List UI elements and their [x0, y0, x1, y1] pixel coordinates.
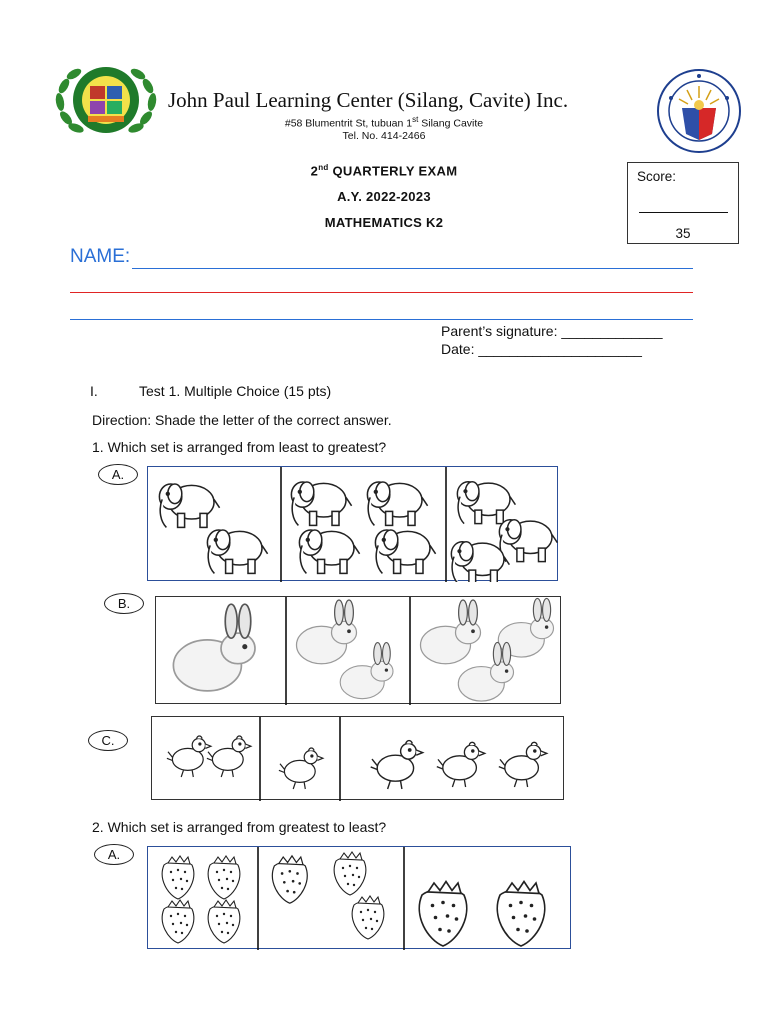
name-label: NAME:	[70, 246, 131, 267]
choice-1c[interactable]: C.	[88, 730, 128, 751]
school-address	[0, 115, 768, 130]
address-suffix: Silang Cavite	[418, 117, 484, 130]
score-total: 35	[675, 226, 691, 241]
score-line[interactable]	[639, 212, 728, 213]
chick-set	[152, 717, 565, 801]
choice-1b[interactable]: B.	[104, 593, 144, 614]
address-sup: st	[412, 115, 419, 124]
elephant-set	[148, 467, 559, 582]
strawberry-set	[148, 847, 572, 950]
score-box	[627, 162, 739, 244]
name-line[interactable]	[132, 268, 693, 269]
exam-subject: MATHEMATICS K2	[324, 215, 444, 230]
address-prefix: #58 Blumentrit St, tubuan 1	[284, 117, 413, 130]
choice-1a[interactable]: A.	[98, 464, 138, 485]
score-label: Score:	[637, 169, 677, 184]
rabbit-set	[156, 597, 562, 705]
direction: Direction: Shade the letter of the correct answer.	[92, 412, 392, 428]
panel-1c	[151, 716, 564, 800]
blue-line	[70, 319, 693, 320]
panel-1b	[155, 596, 561, 704]
parent-signature[interactable]: Parent’s signature: _____________	[441, 323, 663, 339]
test-heading: Test 1. Multiple Choice (15 pts)	[139, 383, 332, 399]
test-heading-num: I.	[90, 383, 98, 399]
panel-1a	[147, 466, 558, 581]
panel-2a	[147, 846, 571, 949]
exam-year: A.Y. 2022-2023	[337, 189, 431, 204]
school-tel: Tel. No. 414-2466	[342, 130, 426, 142]
choice-2a[interactable]: A.	[94, 844, 134, 865]
date-field[interactable]: Date: _____________________	[441, 341, 642, 357]
question-2: 2. Which set is arranged from greatest to least?	[92, 819, 387, 835]
quarter-text: QUARTERLY EXAM	[328, 163, 458, 179]
red-line	[70, 292, 693, 293]
school-name: John Paul Learning Center (Silang, Cavite) Inc.	[168, 88, 569, 112]
question-1: 1. Which set is arranged from least to greatest?	[92, 439, 387, 455]
quarter-sup: nd	[318, 163, 329, 172]
quarter-num: 2	[310, 163, 319, 179]
